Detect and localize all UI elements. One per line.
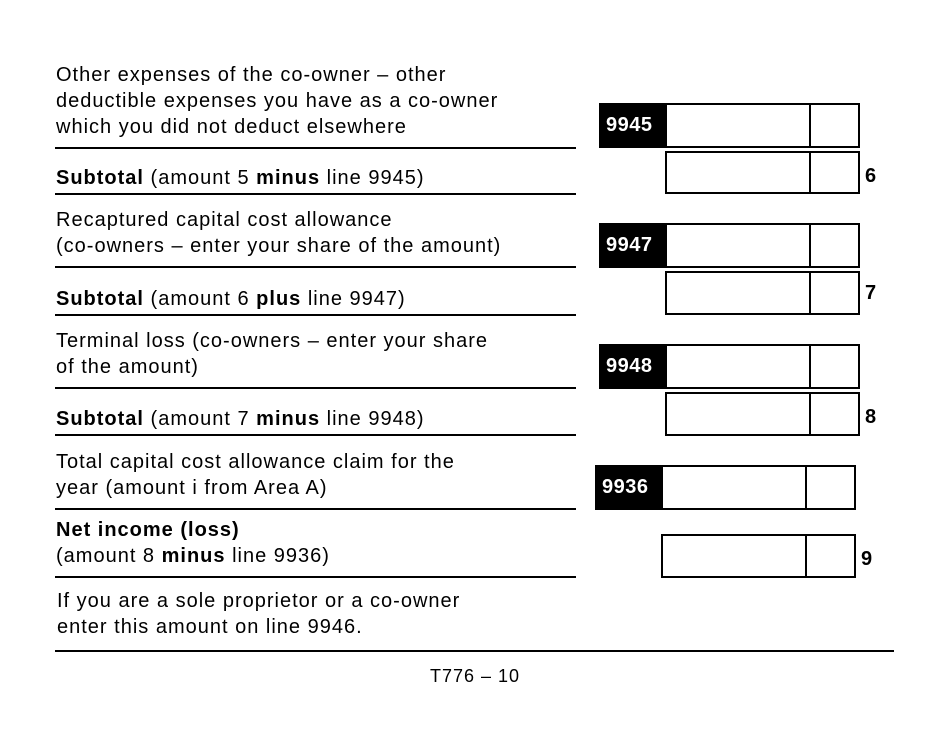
- cents-field[interactable]: [809, 394, 858, 434]
- operator: plus: [256, 288, 302, 310]
- operator: minus: [256, 167, 321, 189]
- terminal-loss-line2: of the amount): [56, 356, 199, 378]
- amount-field-9945[interactable]: [665, 103, 860, 148]
- subtotal-6-description: [56, 165, 424, 191]
- cca-claim-line2: year (amount i from Area A): [56, 477, 328, 499]
- amount-field-7[interactable]: [665, 271, 860, 315]
- cents-field[interactable]: [809, 105, 858, 146]
- amount-field-9[interactable]: [661, 534, 856, 578]
- row-divider: [55, 147, 576, 149]
- row-divider: [55, 193, 576, 195]
- note-line2: enter this amount on line 9946.: [57, 616, 363, 638]
- subtotal-text: (amount 6: [144, 288, 257, 310]
- operator: minus: [161, 545, 226, 567]
- subtotal-text: (amount 7: [144, 408, 257, 430]
- amount-field-9936[interactable]: [661, 465, 856, 510]
- cents-field[interactable]: [809, 346, 858, 387]
- amount-number-9: 9: [861, 548, 873, 570]
- amount-field-9948[interactable]: [665, 344, 860, 389]
- note-line1: If you are a sole proprietor or a co-owner: [57, 590, 461, 612]
- net-income-title: Net income (loss): [56, 519, 240, 541]
- operator: minus: [256, 408, 321, 430]
- recaptured-line1: Recaptured capital cost allowance: [56, 209, 393, 231]
- footer-divider: [55, 650, 894, 652]
- cents-field[interactable]: [809, 225, 858, 266]
- row-divider: [55, 434, 576, 436]
- cca-claim-description: [56, 449, 455, 501]
- line-code-9945: 9945: [599, 103, 666, 148]
- cents-field[interactable]: [809, 153, 858, 192]
- line-code-9936: 9936: [595, 465, 662, 510]
- other-expenses-line3: which you did not deduct elsewhere: [56, 116, 407, 138]
- row-divider: [55, 387, 576, 389]
- other-expenses-line2: deductible expenses you have as a co-owner: [56, 90, 499, 112]
- cents-field[interactable]: [805, 536, 854, 576]
- row-divider: [55, 508, 576, 510]
- row-divider: [55, 266, 576, 268]
- subtotal-text: line 9947): [301, 288, 406, 310]
- subtotal-label: Subtotal: [56, 408, 144, 430]
- subtotal-text: (amount 5: [144, 167, 257, 189]
- amount-number-6: 6: [865, 165, 877, 187]
- cca-claim-line1: Total capital cost allowance claim for the: [56, 451, 455, 473]
- terminal-loss-description: [56, 328, 488, 380]
- net-income-text: line 9936): [225, 545, 330, 567]
- net-income-text: (amount 8: [56, 545, 162, 567]
- row-divider: [55, 314, 576, 316]
- other-expenses-line1: Other expenses of the co-owner – other: [56, 64, 447, 86]
- cents-field[interactable]: [805, 467, 854, 508]
- recaptured-cca-description: [56, 207, 501, 259]
- instruction-note: [57, 588, 460, 640]
- amount-field-6[interactable]: [665, 151, 860, 194]
- terminal-loss-line1: Terminal loss (co-owners – enter your share: [56, 330, 489, 352]
- amount-field-8[interactable]: [665, 392, 860, 436]
- cents-field[interactable]: [809, 273, 858, 313]
- subtotal-text: line 9945): [320, 167, 425, 189]
- subtotal-text: line 9948): [320, 408, 425, 430]
- subtotal-8-description: [56, 406, 424, 432]
- subtotal-label: Subtotal: [56, 288, 144, 310]
- line-code-9948: 9948: [599, 344, 666, 389]
- other-expenses-description: [56, 62, 498, 140]
- subtotal-7-description: [56, 286, 406, 312]
- subtotal-label: Subtotal: [56, 167, 144, 189]
- amount-number-8: 8: [865, 406, 877, 428]
- net-income-description: [56, 517, 330, 569]
- row-divider: [55, 576, 576, 578]
- amount-field-9947[interactable]: [665, 223, 860, 268]
- line-code-9947: 9947: [599, 223, 666, 268]
- recaptured-line2: (co-owners – enter your share of the amount): [56, 235, 502, 257]
- page-number: T776 – 10: [429, 666, 521, 686]
- amount-number-7: 7: [865, 282, 877, 304]
